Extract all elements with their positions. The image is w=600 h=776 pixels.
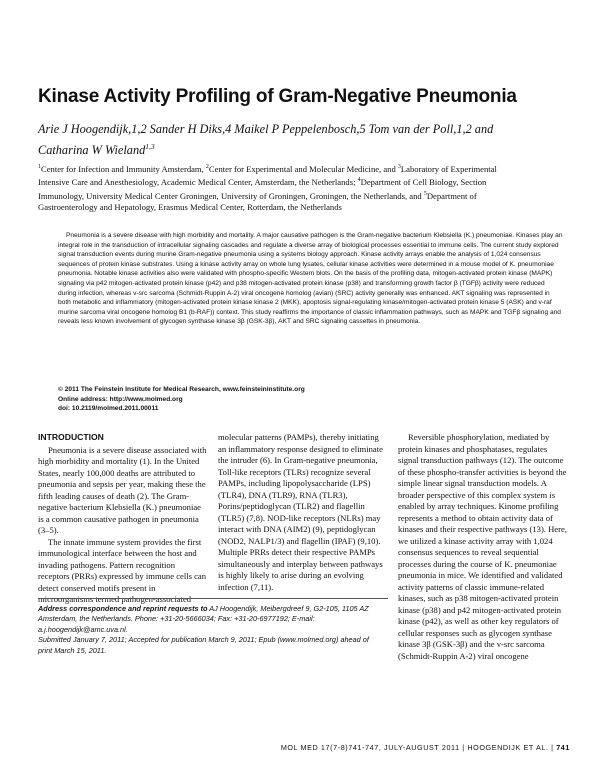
correspondence-address [38, 604, 383, 635]
article-title: Kinase Activity Profiling of Gram-Negative Pneumonia [38, 86, 517, 107]
article-meta [58, 385, 305, 414]
page-number: 741 [556, 743, 570, 752]
body-paragraph: molecular patterns (PAMPs), thereby initiating an inflammatory response designed to eliminate the intruder (6). In Gram-negative pneumonia, Toll-like receptors (TLRs) recognize several PAMPs, including lipopolysaccharide (LPS) (TLR4), DNA (TLR9), RNA (TLR3), Porins/peptidoglycan (TLR2) and flagellin (TLR5) (7,8). NOD-like receptors (NLRs) may interact with DNA (AIM2) (9), peptidoglycan (NOD2, NALP1/3) and flagellin (IPAF) (9,10). Multiple PRRs detect their respective PAMPs simultaneously and interplay between pathways is highly likely to arise during an evolving infection (7,11). [218, 432, 383, 592]
body-column-2 [218, 432, 388, 593]
affiliation-line: $^1$Center for Infection and Immunity Amsterdam, $^2$Center for Experimental and Molecular Medicine, and $^3$Laboratory of Experimental [38, 163, 497, 174]
affiliation-line: Gastroenterology and Hepatology, Erasmus Medical Center, Rotterdam, the Netherlands [38, 202, 342, 213]
author-line: Catharina W Wieland$^{1,3}$ [38, 142, 155, 158]
correspondence-label: Address correspondence and reprint requests to [38, 604, 208, 613]
author-list [38, 121, 558, 159]
affiliations [38, 162, 566, 214]
footnote-divider [38, 598, 388, 599]
body-paragraph: Pneumonia is a severe disease associated with high morbidity and mortality (1). In the United States, nearly 100,000 deaths are attributed to pneumonia and sepsis per year, making these the fifth leading causes of death (2). The Gram-negative bacterium Klebsiella (K.) pneumoniae is a common causative pathogen in pneumonia (3–5). [38, 444, 207, 535]
body-paragraph: Reversible phosphorylation, mediated by protein kinases and phosphatases, regulates signal transduction pathways (12). The outcome of these phospho-transfer activities is beyond the simple linear signal transduction models. A broader perspective of this complex system is enabled by array techniques. Kinome profiling represents a method to obtain activity data of kinases and their respective pathways (13). Here, we utilized a kinase activity array with 1,024 consensus sequences to reveal sequential processes during the course of K. pneumoniae pneumonia in mice. We identified and validated activity patterns of classic immune-related kinases, such as p38 mitogen-activated protein kinase (p38) and p42 mitogen-activated protein kinase (p42), as well as other key regulators of cellular responses such as glycogen synthase kinase 3β (GSK-3β) and the v-src sarcoma (Schmidt-Ruppin A-2) viral oncogene [398, 432, 567, 661]
doi-line: doi: 10.2119/molmed.2011.00011 [58, 405, 159, 413]
abstract: Pneumonia is a severe disease with high morbidity and mortality. A major causative pathogen is the Gram-negative bacterium Klebsiella (K.) pneumoniae. Kinases play an integral role in the transduction of intracellular signaling cascades and regulate a diverse array of biological processes essential to immune cells. The current study explored signal transduction events during murine Gram-negative pneumonia using a systems biology approach. Kinase activity arrays enable the analysis of 1,024 consensus sequences of protein kinase substrates. Using a kinase activity array on whole lung lysates, cellular kinase activities were determined in a mouse model of K. pneumoniae pneumonia. Notable kinase activities also were validated with phospho-specific Western blots. On the basis of the profiling data, mitogen-activated protein kinase (MAPK) signaling via p42 mitogen-activated protein kinase (p42) and p38 mitogen-activated protein kinase (p38) and transforming growth factor β (TGFβ) activity were reduced during infection, whereas v-src sarcoma (Schmidt-Ruppin A-2) viral oncogene homolog (avian) (SRC) activity generally was enhanced. AKT signaling was represented in both metabolic and inflammatory (mitogen-activated protein kinase kinase 2 (MKK), apoptosis signal-regulating kinase/mitogen-activated protein kinase 5 (ASK) and v-raf murine sarcoma viral oncogene homolog B1 (b-RAF)) context. This study reaffirms the importance of classic inflammation pathways, such as MAPK and TGFβ signaling and reveals less known involvement of glycogen synthase kinase 3β (GSK-3β), AKT and SRC signaling cassettes in pneumonia. [58, 232, 563, 326]
body-column-3 [398, 432, 568, 662]
copyright-line: © 2011 The Feinstein Institute for Medical Research, www.feinsteininstitute.org [58, 386, 305, 393]
body-column-1 [38, 432, 208, 606]
online-address-link[interactable]: Online address: http://www.molmed.org [58, 395, 183, 403]
correspondence-text: AJ Hoogendijk, Meibergdreef 9, G2-105, 1105 AZ Amsterdam, the Netherlands. Phone: +31-20-5666034; Fax: +31-20-6977192; E-mail: a.j.hoogendijk@amc.uva.nl. [38, 604, 369, 634]
journal-citation: MOL MED 17(7-8)741-747, JULY-AUGUST 2011 | HOOGENDIJK ET AL. | [280, 743, 554, 752]
affiliation-line: Intensive Care and Anesthesiology, Academic Medical Center, Amsterdam, the Netherlands; $^4$Department of Cell Biology, Section [38, 177, 487, 188]
submission-dates: Submitted January 7, 2011; Accepted for publication March 9, 2011; Epub (www.molmed.org) ahead of print March 15, 2011. [38, 635, 369, 655]
correspondence-note [38, 604, 383, 656]
section-heading-introduction: INTRODUCTION [38, 432, 104, 442]
author-line: Arie J Hoogendijk,1,2 Sander H Diks,4 Maikel P Peppelenbosch,5 Tom van der Poll,1,2 and [38, 122, 494, 136]
body-paragraph: The innate immune system provides the first immunological interface between the host and invading pathogens. Pattern recognition receptors (PRRs) expressed by immune cells can detect conserved motifs present in microorganisms termed pathogen-associated [38, 536, 207, 604]
page-footer [281, 743, 570, 752]
affiliation-line: Immunology, University Medical Center Groningen, University of Groningen, Groningen, the Netherlands, and $^5$Department of [38, 190, 477, 201]
